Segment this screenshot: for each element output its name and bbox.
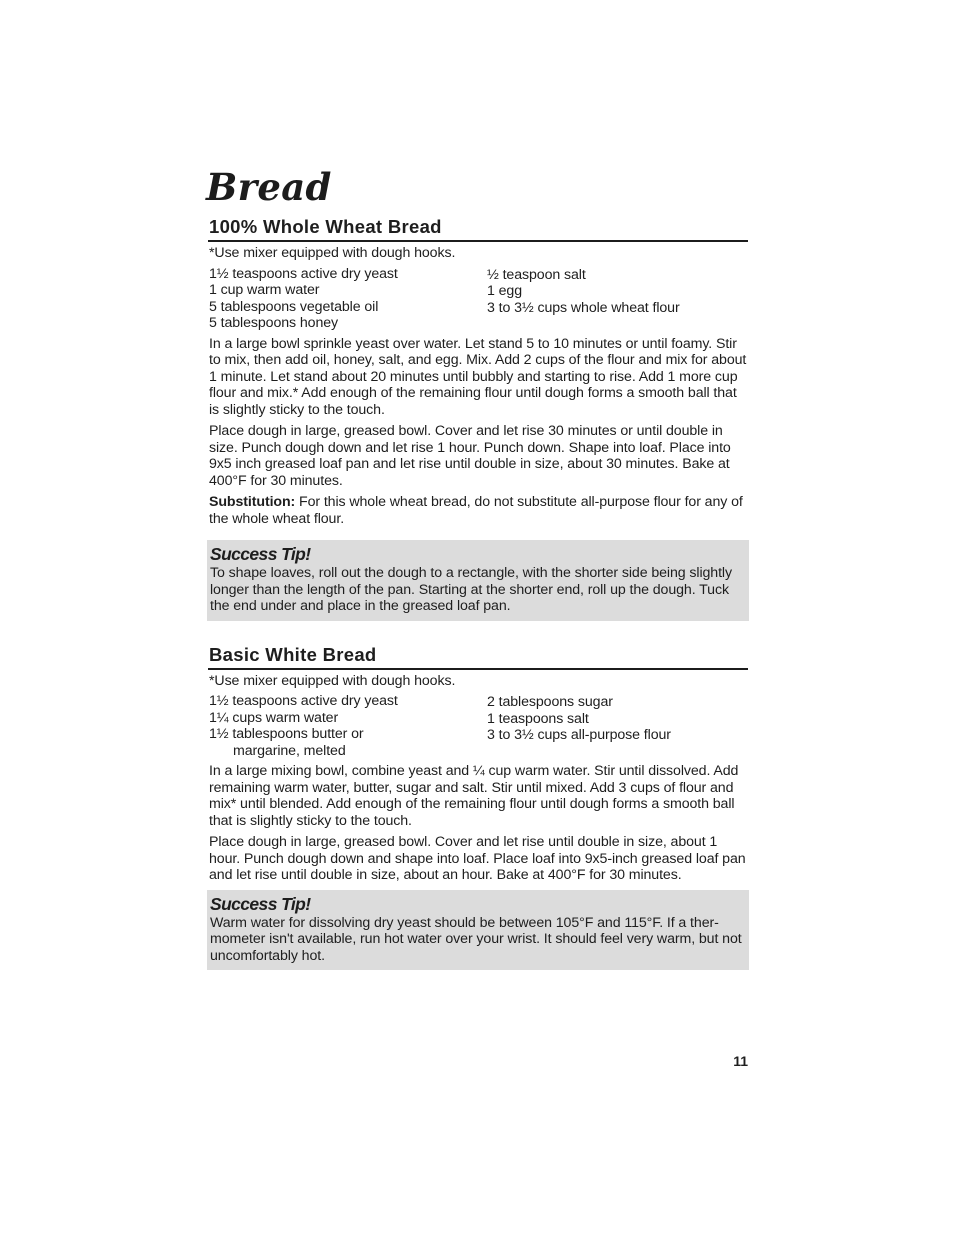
recipe-step: Place dough in large, greased bowl. Cover and let rise 30 minutes or until double in size. Punch dough down and let rise 1 hour. Punch down. Shape into loaf. Place into 9x5 inch greased loaf pan and let rise until double in size, about 30 minutes. Bake at 400°F for 30 minutes. (209, 423, 731, 489)
ingredient-item: margarine, melted (233, 742, 346, 759)
recipe-whole-wheat-bread (208, 215, 750, 621)
ingredient-item: 1 cup warm water (209, 282, 320, 298)
ingredient-item: 1½ tablespoons butter or (209, 726, 364, 742)
ingredient-item: 5 tablespoons honey (209, 315, 339, 331)
substitution-text: For this whole wheat bread, do not substitute all-purpose flour for any of the whole wheat flour. (209, 494, 743, 527)
recipe-note: *Use mixer equipped with dough hooks. (209, 245, 456, 261)
ingredient-column-left (209, 266, 487, 332)
tip-title: Success Tip! (210, 544, 311, 564)
ingredient-item: ½ teaspoon salt (487, 266, 586, 283)
substitution-label: Substitution: (209, 494, 296, 510)
ingredient-item: 1 egg (487, 283, 523, 299)
recipe-basic-white-bread (208, 643, 750, 971)
ingredient-column-left (209, 693, 487, 759)
substitution-note (209, 494, 749, 527)
tip-text: To shape loaves, roll out the dough to a rectangle, with the shorter side being slightly longer than the length of the pan. Starting at the shorter end, roll up the dough. Tuck the end under and place in the greased loaf pan. (210, 565, 732, 614)
ingredient-item: 1½ teaspoons active dry yeast (209, 693, 398, 709)
recipe-step: In a large bowl sprinkle yeast over water. Let stand 5 to 10 minutes or until foamy. Stir to mix, then add oil, honey, salt, and egg. Mix. Add 2 cups of the flour and mix for about 1 minute. Let stand about 20 minutes until bubbly and starting to rise. Add 1 more cup flour and mix.* Add enough of the remaining flour until dough forms a smooth ball that is slightly sticky to the touch. (209, 335, 747, 418)
tip-text: Warm water for dissolving dry yeast should be between 105°F and 115°F. If a ther-mometer isn't available, run hot water over your wrist. It should feel very warm, but not uncomfortably hot. (210, 914, 742, 964)
ingredient-item: 1 teaspoons salt (487, 710, 589, 727)
success-tip-box (207, 890, 749, 971)
ingredient-item: 3 to 3½ cups whole wheat flour (487, 299, 680, 316)
tip-title: Success Tip! (210, 893, 311, 914)
ingredient-item: 1½ teaspoons active dry yeast (209, 265, 398, 282)
recipe-note: *Use mixer equipped with dough hooks. (209, 672, 456, 689)
ingredient-item: 1¼ cups warm water (209, 709, 339, 726)
recipe-title: Basic White Bread (208, 643, 748, 670)
page-content (208, 165, 750, 970)
ingredient-list (209, 693, 750, 759)
ingredient-item: 5 tablespoons vegetable oil (209, 298, 379, 315)
success-tip-box (207, 540, 749, 621)
page-number: 11 (733, 1053, 748, 1069)
recipe-step: Place dough in large, greased bowl. Cover and let rise until double in size, about 1 hour. Punch dough down and shape into loaf. Place loaf into 9x5-inch greased loaf pan and let rise until double in size, about an hour. Bake at 400°F for 30 minutes. (209, 834, 746, 883)
recipe-step: In a large mixing bowl, combine yeast and ¼ cup warm water. Stir until dissolved. Add remaining warm water, butter, sugar and salt. Stir until mixed. Add 3 cups of flour and mix* until blended. Add enough of the remaining flour until dough forms a smooth ball that is slightly sticky to the touch. (209, 763, 739, 829)
chapter-title: Bread (206, 165, 332, 209)
ingredient-item: 2 tablespoons sugar (487, 694, 613, 710)
ingredient-column-right (487, 693, 671, 759)
ingredient-list (209, 266, 750, 332)
ingredient-column-right (487, 266, 680, 332)
recipe-title: 100% Whole Wheat Bread (208, 215, 748, 242)
section-spacer (208, 621, 750, 643)
ingredient-item: 3 to 3½ cups all-purpose flour (487, 727, 671, 743)
